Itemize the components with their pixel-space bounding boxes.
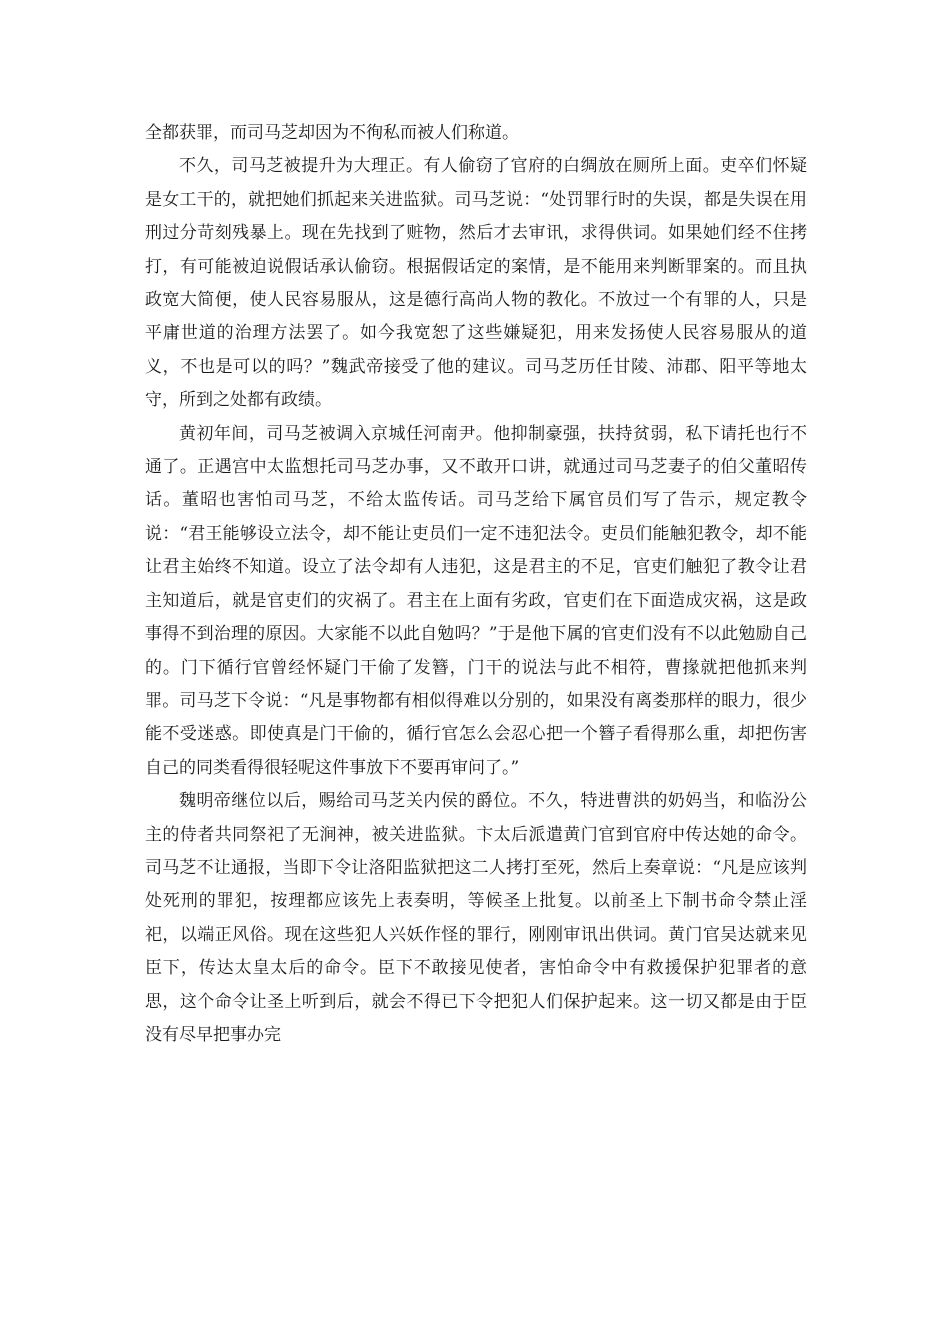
paragraph: 魏明帝继位以后，赐给司马芝关内侯的爵位。不久，特进曹洪的奶妈当，和临汾公主的侍者共同祭祀了无涧神，被关进监狱。卞太后派遣黄门官到官府中传达她的命令。司马芝不让通报，当即下令让洛阳监狱把这二人拷打至死，然后上奏章说：“凡是应该判处死刑的罪犯，按理都应该先上表奏明，等候圣上批复。以前圣上下制书命令禁止淫祀，以端正风俗。现在这些犯人兴妖作怪的罪行，刚刚审讯出供词。黄门官吴达就来见臣下，传达太皇太后的命令。臣下不敢接见使者，害怕命令中有救援保护犯罪者的意思，这个命令让圣上听到后，就会不得已下令把犯人们保护起来。这一切又都是由于臣没有尽早把事办完 <box>145 791 807 1045</box>
paragraph: 黄初年间，司马芝被调入京城任河南尹。他抑制豪强，扶持贫弱，私下请托也行不通了。正遇宫中太监想托司马芝办事，又不敢开口讲，就通过司马芝妻子的伯父董昭传话。董昭也害怕司马芝，不给太监传话。司马芝给下属官员们写了告示，规定教令说：“君王能够设立法令，却不能让吏员们一定不违犯法令。吏员们能触犯教令，却不能让君主始终不知道。设立了法令却有人违犯，这是君主的不足，官吏们触犯了教令让君主知道后，就是官吏们的灾祸了。君主在上面有劣政，官吏们在下面造成灾祸，这是政事得不到治理的原因。大家能不以此自勉吗？”于是他下属的官吏们没有不以此勉励自己的。门下循行官曾经怀疑门干偷了发簪，门干的说法与此不相符，曹掾就把他抓来判罪。司马芝下令说：“凡是事物都有相似得难以分别的，如果没有离娄那样的眼力，很少能不受迷惑。即使真是门干偷的，循行官怎么会忍心把一个簪子看得那么重，却把伤害自己的同类看得很轻呢这件事放下不要再审问了。” <box>145 423 807 778</box>
paragraph: 不久，司马芝被提升为大理正。有人偷窃了官府的白绸放在厕所上面。吏卒们怀疑是女工干的，就把她们抓起来关进监狱。司马芝说：“处罚罪行时的失误，都是失误在用刑过分苛刻残暴上。现在先找到了赃物，然后才去审讯，求得供词。如果她们经不住拷打，有可能被迫说假话承认偷窃。根据假话定的案情，是不能用来判断罪案的。而且执政宽大简便，使人民容易服从，这是德行高尚人物的教化。不放过一个有罪的人，只是平庸世道的治理方法罢了。如今我宽恕了这些嫌疑犯，用来发扬使人民容易服从的道义，不也是可以的吗？”魏武帝接受了他的建议。司马芝历任甘陵、沛郡、阳平等地太守，所到之处都有政绩。 <box>145 156 807 411</box>
body-text <box>145 117 807 1052</box>
paragraph: 全都获罪，而司马芝却因为不徇私而被人们称道。 <box>145 123 519 143</box>
